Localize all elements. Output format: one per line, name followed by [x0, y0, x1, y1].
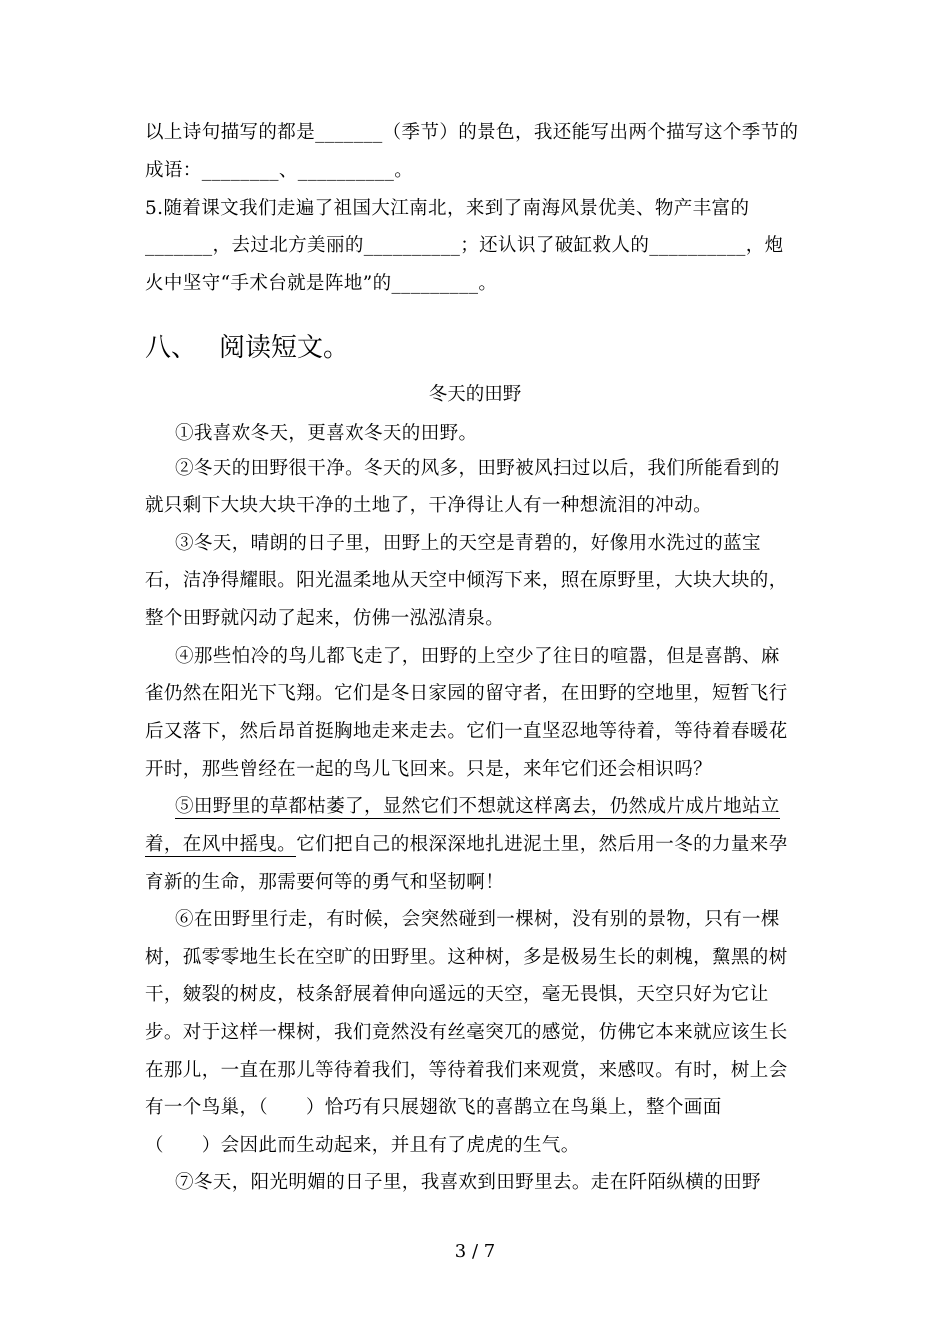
section-heading [145, 330, 349, 366]
text-line: 成语：________、__________。 [145, 160, 414, 181]
paragraph-line: 雀仍然在阳光下飞翔。它们是冬日家园的留守者，在田野的空地里，短暂飞行 [145, 683, 788, 704]
section-title: 阅读短文。 [219, 333, 350, 363]
paragraph-line: 就只剩下大块大块干净的土地了，干净得让人有一种想流泪的冲动。 [145, 495, 713, 516]
paragraph-line: ③冬天，晴朗的日子里，田野上的天空是青碧的，好像用水洗过的蓝宝 [175, 533, 761, 554]
paragraph-line: ②冬天的田野很干净。冬天的风多，田野被风扫过以后，我们所能看到的 [175, 458, 780, 479]
paragraph-line: （ ）会因此而生动起来，并且有了虎虎的生气。 [145, 1135, 580, 1156]
paragraph-line: 干，皴裂的树皮，枝条舒展着伸向遥远的天空，毫无畏惧，天空只好为它让 [145, 984, 769, 1005]
underlined-sentence: ⑤田野里的草都枯萎了，显然它们不想就这样离去，仍然成片成片地站立 [175, 796, 780, 817]
paragraph-line [175, 794, 805, 820]
page-number: 3 / 7 [454, 1241, 496, 1262]
paragraph-line: 在那儿，一直在那儿等待着我们，等待着我们来观赏，来感叹。有时，树上会 [145, 1060, 788, 1081]
paragraph-line: ①我喜欢冬天，更喜欢冬天的田野。 [175, 423, 478, 444]
paragraph-line: 后又落下，然后昂首挺胸地走来走去。它们一直坚忍地等待着，等待着春暖花 [145, 721, 788, 742]
section-number: 八、 [145, 333, 198, 363]
text-line: _______，去过北方美丽的__________；还认识了破缸救人的__________，炮 [145, 235, 784, 256]
paragraph-line: 开时，那些曾经在一起的鸟儿飞回来。只是，来年它们还会相识吗？ [145, 759, 713, 780]
paragraph-line: 树，孤零零地生长在空旷的田野里。这种树，多是极易生长的刺槐，黧黑的树 [145, 947, 788, 968]
paragraph-line: ⑥在田野里行走，有时候，会突然碰到一棵树，没有别的景物，只有一棵 [175, 909, 780, 930]
paragraph-line: 有一个鸟巢，（ ）恰巧有只展翅欲飞的喜鹊立在鸟巢上，整个画面 [145, 1097, 722, 1118]
paragraph-line: ④那些怕冷的鸟儿都飞走了，田野的上空少了往日的喧嚣，但是喜鹊、麻 [175, 646, 780, 667]
question-5-line: 5.随着课文我们走遍了祖国大江南北，来到了南海风景优美、物产丰富的 [145, 198, 750, 219]
text-line: 火中坚守“手术台就是阵地”的_________。 [145, 273, 498, 294]
paragraph-line: 着，在风中摇曳。它们把自己的根深深地扎进泥土里，然后用一冬的力量来孕 [145, 834, 788, 855]
paragraph-line: 石，洁净得耀眼。阳光温柔地从天空中倾泻下来，照在原野里，大块大块的， [145, 570, 788, 591]
article-title: 冬天的田野 [428, 384, 522, 405]
paragraph-line: 步。对于这样一棵树，我们竟然没有丝毫突兀的感觉，仿佛它本来就应该生长 [145, 1022, 788, 1043]
paragraph-line: ⑦冬天，阳光明媚的日子里，我喜欢到田野里去。走在阡陌纵横的田野 [175, 1172, 761, 1193]
text-line: 以上诗句描写的都是_______（季节）的景色，我还能写出两个描写这个季节的 [145, 122, 799, 143]
paragraph-line: 整个田野就闪动了起来，仿佛一泓泓清泉。 [145, 608, 505, 629]
paragraph-line: 育新的生命，那需要何等的勇气和坚韧啊！ [145, 872, 505, 893]
underlined-sentence: 着，在风中摇曳。 [145, 834, 297, 855]
